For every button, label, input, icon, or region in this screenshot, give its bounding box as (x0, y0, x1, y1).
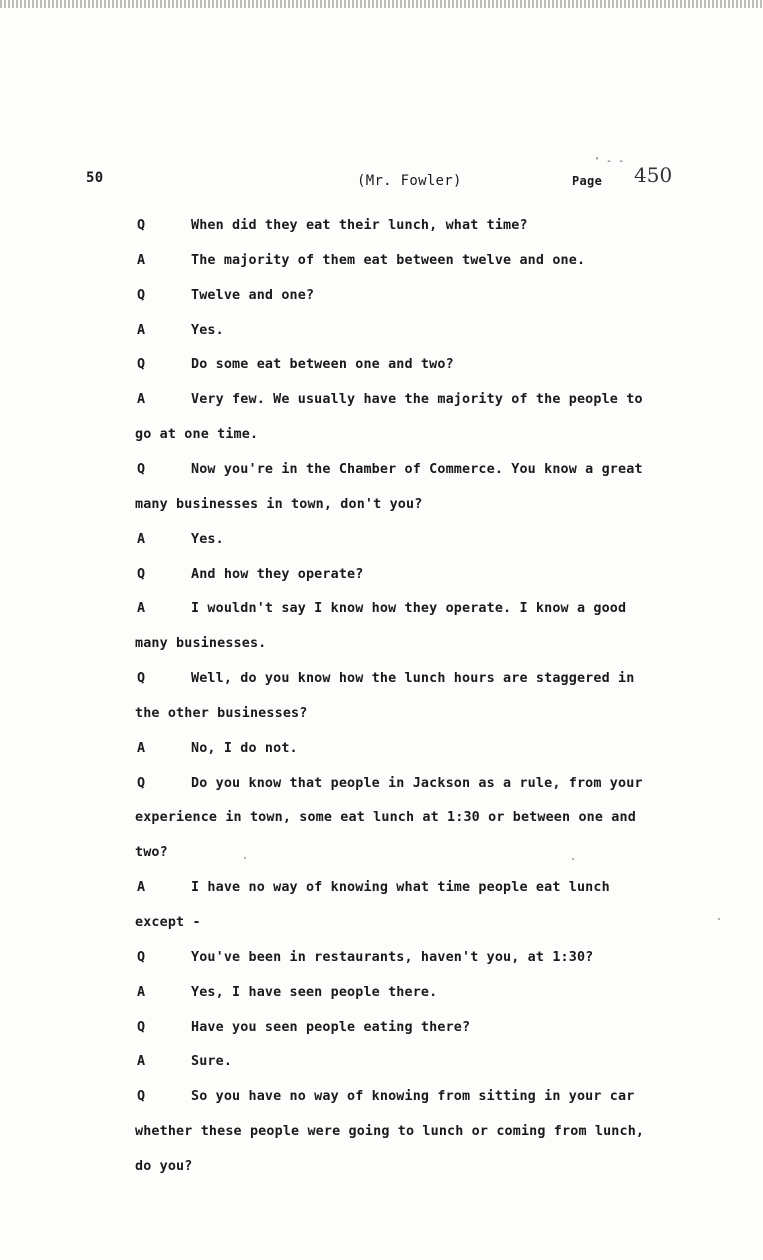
left-page-number: 50 (86, 170, 104, 186)
answer-text-line: except - (135, 915, 201, 930)
question-marker: Q (137, 566, 146, 582)
answer-marker: A (137, 392, 146, 408)
question-text-line: many businesses in town, don't you? (135, 496, 423, 512)
page-label: Page (572, 174, 603, 188)
scan-speck (572, 858, 574, 860)
answer-text-line: I wouldn't say I know how they operate. I know a good (191, 601, 627, 617)
question-text-line: Well, do you know how the lunch hours are staggered in (191, 671, 635, 687)
answer-marker: A (137, 740, 146, 756)
answer-marker: A (137, 880, 146, 896)
question-text-line: two? (135, 845, 168, 861)
scan-speck (244, 857, 246, 859)
question-text-line: And how they operate? (191, 566, 364, 582)
answer-marker: A (137, 531, 146, 547)
question-marker: Q (137, 218, 146, 233)
question-text-line: Twelve and one? (191, 287, 315, 303)
answer-marker: A (137, 1054, 146, 1070)
question-text-line: experience in town, some eat lunch at 1:30 or between one and (135, 810, 636, 826)
answer-marker: A (137, 322, 146, 338)
answer-text-line: go at one time. (135, 427, 259, 443)
question-text-line: So you have no way of knowing from sitting in your car (191, 1089, 635, 1105)
question-text-line: Do you know that people in Jackson as a rule, from your (191, 775, 643, 791)
answer-text-line: The majority of them eat between twelve and one. (191, 252, 586, 268)
page-mark: ' - - (594, 156, 625, 167)
question-marker: Q (137, 949, 146, 965)
question-text-line: Have you seen people eating there? (191, 1019, 471, 1035)
question-text-line: Now you're in the Chamber of Commerce. You know a great (191, 461, 643, 477)
question-text-line: When did they eat their lunch, what time? (191, 218, 528, 233)
question-marker: Q (137, 287, 146, 303)
answer-text-line: No, I do not. (191, 740, 298, 756)
question-marker: Q (137, 671, 146, 687)
answer-text-line: Yes. (191, 531, 224, 547)
question-text-line: the other businesses? (135, 705, 308, 721)
question-text-line: whether these people were going to lunch or coming from lunch, (135, 1124, 645, 1140)
answer-marker: A (137, 984, 146, 1000)
question-text-line: Do some eat between one and two? (191, 357, 454, 373)
answer-text-line: Sure. (191, 1054, 233, 1070)
answer-text-line: I have no way of knowing what time people eat lunch (191, 880, 610, 896)
scan-speck (718, 918, 720, 920)
question-text-line: You've been in restaurants, haven't you, at 1:30? (191, 949, 594, 965)
answer-text-line: Very few. We usually have the majority of the people to (191, 392, 643, 408)
answer-text-line: Yes, I have seen people there. (191, 984, 438, 1000)
question-marker: Q (137, 775, 146, 791)
answer-marker: A (137, 252, 146, 268)
question-text-line: do you? (135, 1158, 193, 1174)
witness-name: (Mr. Fowler) (357, 173, 462, 189)
scan-top-edge (0, 0, 763, 8)
question-marker: Q (137, 461, 146, 477)
answer-text-line: many businesses. (135, 636, 267, 652)
question-marker: Q (137, 357, 146, 373)
question-marker: Q (137, 1019, 146, 1035)
answer-marker: A (137, 601, 146, 617)
question-marker: Q (137, 1089, 146, 1105)
answer-text-line: Yes. (191, 322, 224, 338)
handwritten-page-number: 450 (634, 163, 673, 187)
